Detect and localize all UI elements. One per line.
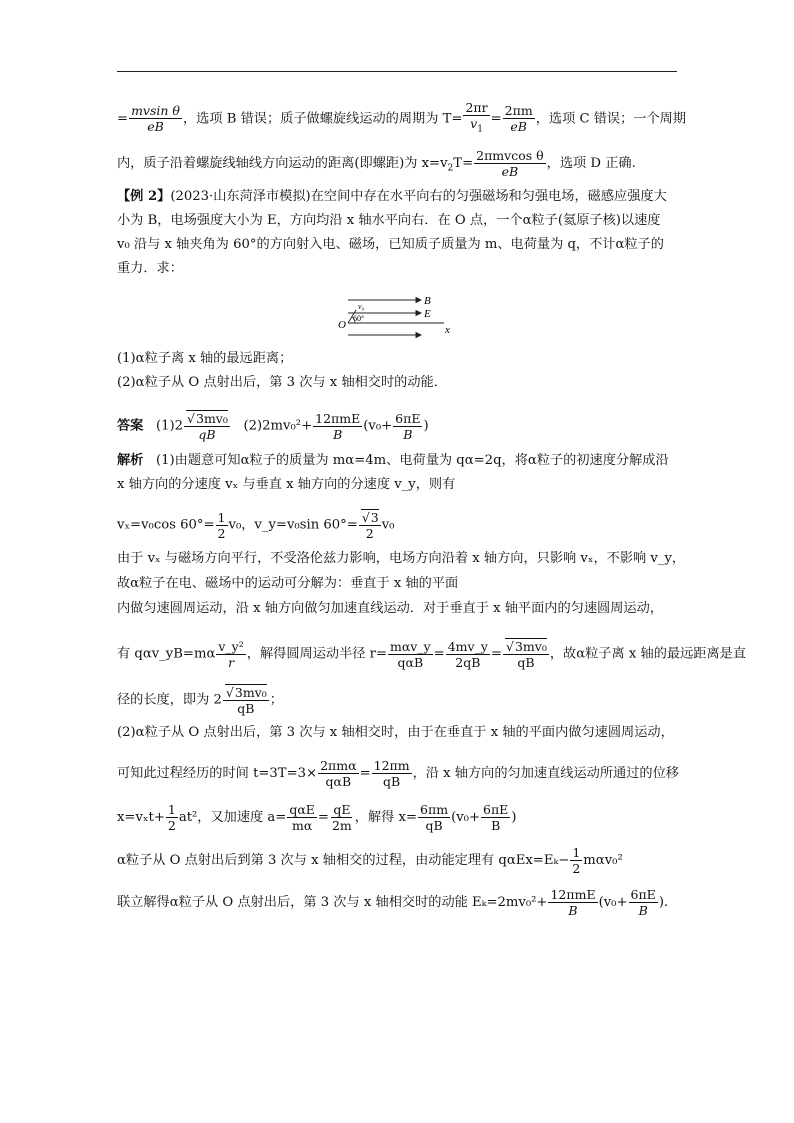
fraction: $\frac{12\pi m}{qB}$ xyxy=(373,758,410,789)
field-diagram xyxy=(332,293,462,341)
text: 内做匀速圆周运动，沿 x 轴方向做匀加速直线运动．对于垂直于 x 轴平面内的匀速圆周运动， xyxy=(117,601,663,616)
fraction: √ $\frac{\text{3mv₀}}{qB}$ xyxy=(223,684,269,716)
text: = xyxy=(490,111,502,127)
text: vₓ=v₀cos 60°= xyxy=(117,517,215,533)
text: (2023·山东菏泽市模拟)在空间中存在水平向右的匀强磁场和匀强电场，磁感应强度大 xyxy=(170,189,667,204)
text-line-2: 内，质子沿着螺旋线轴线方向运动的距离(即螺距)为 $x=v_2T=$ 2πmvcos θ eB ，选项 D 正确. xyxy=(117,148,636,179)
solution-line-13 xyxy=(117,887,679,918)
label-x: x xyxy=(445,324,450,336)
fraction: $\frac{qE}{2m}$ xyxy=(331,802,352,833)
example-line-1 xyxy=(117,187,679,207)
text: 重力．求： xyxy=(117,261,183,276)
text: (1)α粒子离 x 轴的最远距离； xyxy=(117,351,293,366)
header-rule xyxy=(117,71,677,72)
text: ). xyxy=(658,895,669,910)
arrow-head xyxy=(416,311,421,316)
solution-line-8 xyxy=(117,684,679,716)
text: 由于 vₓ 与磁场方向平行，不受洛伦兹力影响，电场方向沿着 x 轴方向，只影响 vₓ，不影响 v_y， xyxy=(117,551,686,566)
fraction: $\frac{6\pi E}{B}$ xyxy=(395,410,421,442)
text: = xyxy=(117,111,129,127)
text: (1)由题意可知α粒子的质量为 mα=4m、电荷量为 qα=2q，将α粒子的初速度分解成沿 xyxy=(155,453,669,468)
example-line-4 xyxy=(117,259,679,279)
fraction: $\frac{2\pi r}{v_1}$ xyxy=(465,100,488,135)
fraction: $\frac{1}{2}$ xyxy=(217,509,226,541)
text: T= xyxy=(453,156,474,171)
fraction: 2πmvcos θ eB xyxy=(476,148,544,179)
text: v₀，v_y=v₀sin 60°= xyxy=(228,517,358,533)
fraction: $\frac{\text{mvsin θ}}{eB}$ xyxy=(131,103,180,135)
fraction: $\frac{1}{2}$ xyxy=(572,845,581,876)
question-1 xyxy=(117,349,679,369)
fraction: qαE mα xyxy=(289,802,315,833)
text: x 轴方向的分速度 vₓ 与垂直 x 轴方向的分速度 v_y，则有 xyxy=(117,477,456,492)
text: ； xyxy=(269,692,283,708)
solution-label: 解析 xyxy=(117,453,144,468)
label-o: O xyxy=(338,319,346,331)
fraction: $\frac{4mv\_y}{2qB}$ xyxy=(447,638,488,670)
label-angle: 60° xyxy=(353,314,365,323)
example-line-2 xyxy=(117,211,679,231)
text: mαv₀² xyxy=(583,853,623,868)
text: ，选项 C 错误；一个周期 xyxy=(535,111,687,127)
solution-line-2 xyxy=(117,475,679,495)
text: 内，质子沿着螺旋线轴线方向运动的距离(即螺距)为 x=v xyxy=(117,156,448,171)
text: ，选项 B 错误；质子做螺旋线运动的周期为 T= xyxy=(182,111,463,127)
text: = xyxy=(433,646,445,662)
fraction: $\frac{6\pi E}{B}$ xyxy=(483,802,509,833)
solution-line-1 xyxy=(117,451,679,471)
label-b: B xyxy=(424,295,431,307)
solution-line-6 xyxy=(117,599,679,619)
solution-line-7 xyxy=(117,638,747,670)
text: (v₀+ xyxy=(363,418,393,434)
text: at²，又加速度 a= xyxy=(178,810,287,825)
text: 有 qαv_yB=mα xyxy=(117,646,216,662)
text: (v₀+ xyxy=(451,810,481,825)
solution-line-9 xyxy=(117,723,679,743)
solution-line-10 xyxy=(117,758,679,789)
text: 小为 B，电场强度大小为 E，方向均沿 x 轴水平向右．在 O 点，一个α粒子(氦原子核)以速度 xyxy=(117,213,661,228)
fraction: $\frac{1}{2}$ xyxy=(167,802,176,833)
text: (2)α粒子从 O 点射出后，第 3 次与 x 轴相交时的动能． xyxy=(117,375,447,390)
text: = xyxy=(490,646,502,662)
solution-line-4 xyxy=(117,549,686,569)
example-tag: 【例 2】 xyxy=(117,189,171,204)
text-line-1 xyxy=(117,100,687,138)
solution-line-11 xyxy=(117,802,679,833)
text: v₀ 沿与 x 轴夹角为 60°的方向射入电、磁场，已知质子质量为 m、电荷量为 q，不计α粒子的 xyxy=(117,237,664,252)
text: 故α粒子在电、磁场中的运动可分解为：垂直于 x 轴的平面 xyxy=(117,576,459,591)
text: (v₀+ xyxy=(598,895,628,910)
fraction: $\frac{6\pi E}{B}$ xyxy=(630,887,656,918)
fraction: 2πmα qαB xyxy=(320,758,357,789)
text: ，故α粒子离 x 轴的最远距离是直 xyxy=(549,646,747,662)
fraction: 12πmE B xyxy=(550,887,596,918)
text: (2)2mv₀²+ xyxy=(243,418,313,434)
text: x=vₓt+ xyxy=(117,810,165,825)
text: = xyxy=(317,810,329,825)
text: 联立解得α粒子从 O 点射出后，第 3 次与 x 轴相交时的动能 Eₖ=2mv₀²+ xyxy=(117,895,548,910)
text: (1)2 xyxy=(155,418,184,434)
text: ，沿 x 轴方向的匀加速直线运动所通过的位移 xyxy=(412,766,679,781)
solution-line-3 xyxy=(117,509,679,541)
arrow-head xyxy=(416,298,421,303)
text: ，解得圆周运动半径 r= xyxy=(246,646,387,662)
fraction: $\frac{6\pi m}{qB}$ xyxy=(420,802,449,833)
solution-line-12 xyxy=(117,845,679,876)
text: = xyxy=(359,766,371,781)
fraction: 12πmE B xyxy=(315,410,361,442)
example-line-3 xyxy=(117,235,679,255)
text: α粒子从 O 点射出后到第 3 次与 x 轴相交的过程，由动能定理有 qαEx=Eₖ− xyxy=(117,853,570,868)
text: ，选项 D 正确. xyxy=(546,156,636,171)
question-2 xyxy=(117,373,679,393)
label-e: E xyxy=(424,308,431,320)
text: ，解得 x= xyxy=(354,810,418,825)
text: 径的长度，即为 2 xyxy=(117,692,222,708)
text: ) xyxy=(511,810,517,825)
text: ) xyxy=(423,418,429,434)
solution-line-5 xyxy=(117,574,679,594)
answer-label: 答案 xyxy=(117,418,144,434)
text: (2)α粒子从 O 点射出后，第 3 次与 x 轴相交时，由于在垂直于 x 轴的平面内做匀速圆周运动， xyxy=(117,725,674,740)
fraction: √ $\frac{\text{3mv₀}}{qB}$ xyxy=(184,410,230,442)
arrow-head xyxy=(416,333,421,338)
answer-line xyxy=(117,410,679,442)
fraction: √ $\frac{3}{2}$ xyxy=(359,509,381,541)
fraction: √ $\frac{\text{3mv₀}}{qB}$ xyxy=(503,638,549,670)
fraction: mαv_y qαB xyxy=(390,638,431,670)
fraction: $\frac{\text{v\_y²}}{r}$ xyxy=(218,638,244,670)
label-v0: v₀ xyxy=(358,302,365,311)
text: v₀ xyxy=(381,517,395,533)
fraction: $\frac{2\pi m}{eB}$ xyxy=(504,103,533,135)
text: 可知此过程经历的时间 t=3T=3× xyxy=(117,766,318,781)
